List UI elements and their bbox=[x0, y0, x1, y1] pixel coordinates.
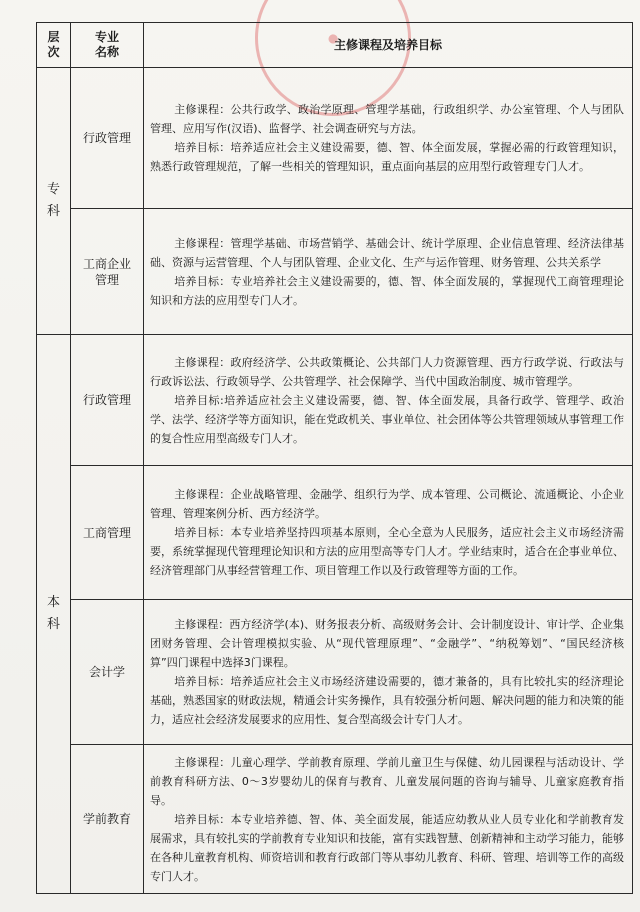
table-row bbox=[37, 600, 633, 745]
training-goal: 培养目标：培养适应社会主义建设需要，德、智、体全面发展，掌握必需的行政管理知识，熟悉行政管理规范，了解一些相关的管理知识，重点面向基层的应用型行政管理专门人才。 bbox=[150, 141, 624, 173]
training-goal: 培养目标：培养适应社会主义市场经济建设需要的，德才兼备的，具有比较扎实的经济理论基础，熟悉国家的财政法规，精通会计实务操作，具有较强分析问题、解决问题的能力和决策的能力，适应社会经济发展要求的应用性、复合型高级会计专门人才。 bbox=[150, 675, 624, 726]
training-goal: 培养目标：本专业培养德、智、体、美全面发展，能适应幼教从业人员专业化和学前教育发展需求，具有较扎实的学前教育专业知识和技能，富有实践智慧、创新精神和主动学习能力，能够在各种儿童教育机构、师资培训和教育行政部门等从事幼儿教育、科研、管理、培训等工作的高级专门人才。 bbox=[150, 812, 624, 883]
table-row bbox=[37, 209, 633, 335]
table-row bbox=[37, 745, 633, 894]
level-zhuanke: 专 科 bbox=[37, 68, 71, 335]
header-level: 层 次 bbox=[37, 23, 71, 68]
header-courses: 主修课程及培养目标 bbox=[144, 23, 633, 68]
table-row bbox=[37, 335, 633, 466]
major-name: 学前教育 bbox=[71, 745, 144, 894]
major-name: 工商管理 bbox=[71, 466, 144, 600]
major-content bbox=[144, 600, 633, 745]
main-courses: 主修课程：公共行政学、政治学原理、管理学基础，行政组织学、办公室管理、个人与团队管理、应用写作(汉语)、监督学、社会调查研究与方法。 bbox=[150, 103, 624, 135]
table-row bbox=[37, 466, 633, 600]
major-content bbox=[144, 466, 633, 600]
main-courses: 主修课程：儿童心理学、学前教育原理、学前儿童卫生与保健、幼儿园课程与活动设计、学前教育科研方法、0～3岁婴幼儿的保育与教育、儿童发展问题的咨询与辅导、儿童家庭教育指导。 bbox=[150, 755, 624, 807]
curriculum-table bbox=[36, 22, 633, 894]
table-row bbox=[37, 68, 633, 209]
main-courses: 主修课程：政府经济学、公共政策概论、公共部门人力资源管理、西方行政学说、行政法与行政诉讼法、行政领导学、公共管理学、社会保障学、当代中国政治制度、城市管理学。 bbox=[150, 355, 624, 388]
header-major: 专业 名称 bbox=[71, 23, 144, 68]
official-seal: ● bbox=[245, 0, 421, 126]
main-courses: 主修课程：西方经济学(本)、财务报表分析、高级财务会计、会计制度设计、审计学、企业集团财务管理、会计管理模拟实验、从“现代管理原理”、“金融学”、“纳税筹划”、“国民经济核算”四门课程中选择3门课程。 bbox=[150, 618, 624, 669]
table-header-row bbox=[37, 23, 633, 68]
major-name: 行政管理 bbox=[71, 68, 144, 209]
major-name: 行政管理 bbox=[71, 335, 144, 466]
level-benke: 本 科 bbox=[37, 335, 71, 894]
major-name: 会计学 bbox=[71, 600, 144, 745]
major-name: 工商企业 管理 bbox=[71, 209, 144, 335]
major-content bbox=[144, 745, 633, 894]
main-courses: 主修课程：管理学基础、市场营销学、基础会计、统计学原理、企业信息管理、经济法律基础、资源与运营管理、个人与团队管理、企业文化、生产与运作管理、财务管理、公共关系学 bbox=[150, 236, 624, 269]
main-courses: 主修课程：企业战略管理、金融学、组织行为学、成本管理、公司概论、流通概论、小企业管理、管理案例分析、西方经济学。 bbox=[150, 488, 624, 520]
major-content bbox=[144, 335, 633, 466]
training-goal: 培养目标：本专业培养坚持四项基本原则，全心全意为人民服务，适应社会主义市场经济需要，系统掌握现代管理理论知识和方法的应用型高等专门人才。学业结束时，适合在企事业单位、经济管理部门从事经营管理工作、项目管理工作以及行政管理等方面的工作。 bbox=[150, 526, 624, 577]
training-goal: 培养目标:培养适应社会主义建设需要，德、智、体全面发展，具备行政学、管理学、政治学、法学、经济学等方面知识，能在党政机关、事业单位、社会团体等公共管理领域从事管理工作的复合性应用型高级专门人才。 bbox=[150, 393, 624, 445]
training-goal: 培养目标：专业培养社会主义建设需要的，德、智、体全面发展的，掌握现代工商管理理论知识和方法的应用型专门人才。 bbox=[150, 274, 624, 307]
major-content bbox=[144, 68, 633, 209]
major-content bbox=[144, 209, 633, 335]
